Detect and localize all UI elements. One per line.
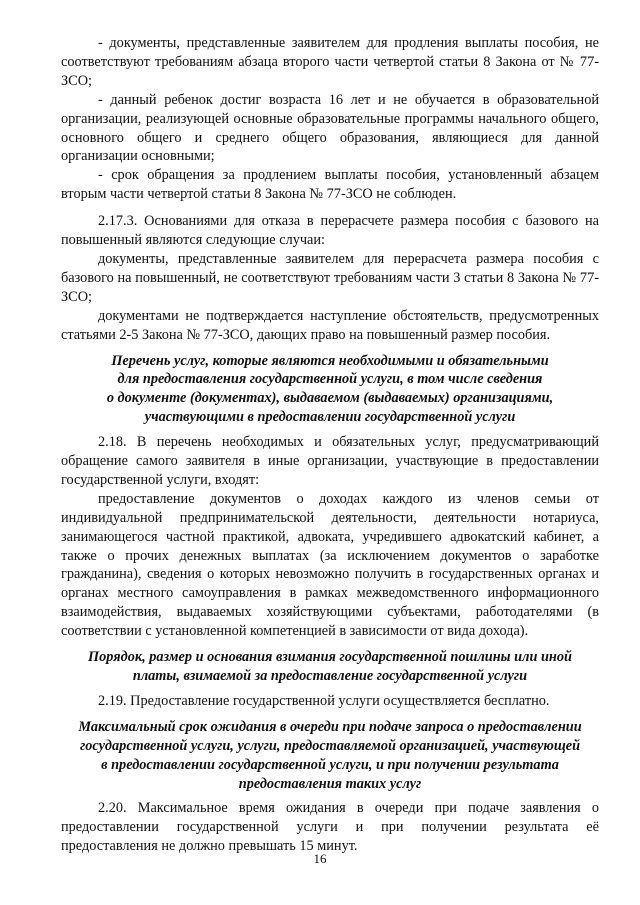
paragraph: документами не подтверждается наступление обстоятельств, предусмотренных статьями 2-5 Закона № 77-ЗСО, дающих право на повышенный размер пособия. bbox=[61, 307, 599, 343]
heading-line: Порядок, размер и основания взимания государственной пошлины или иной bbox=[88, 649, 572, 666]
heading-line: в предоставлении государственной услуги, и при получении результата bbox=[101, 756, 559, 773]
heading-line: участвующими в предоставлении государственной услуги bbox=[144, 409, 516, 426]
paragraph: предоставление документов о доходах каждого из членов семьи от индивидуальной предпринимательской деятельности, деятельности нотариуса, занимающегося частной практикой, адвоката, учредившего адвокатский кабинет, а также о прочих денежных выплатах (за исключением документов о заработке гражданина), сведения о которых невозможно получить в государственных органах и органах местного самоуправления в рамках межведомственного информационного взаимодействия, выдаваемых хозяйствующими субъектами, работодателями (в соответствии с установленной компетенцией в зависимости от вида дохода). bbox=[61, 490, 599, 640]
heading-line: платы, взимаемой за предоставление государственной услуги bbox=[132, 668, 528, 684]
section-heading-queue bbox=[61, 718, 599, 794]
paragraph: документы, представленные заявителем для перерасчета размера пособия с базового на повышенный, не соответствуют требованиям части 3 статьи 8 Закона № 77-ЗСО; bbox=[61, 250, 599, 305]
heading-line: предоставления таких услуг bbox=[238, 775, 422, 792]
heading-line: для предоставления государственной услуги, в том числе сведения bbox=[117, 371, 543, 388]
heading-line: Перечень услуг, которые являются необходимыми и обязательными bbox=[111, 352, 549, 369]
paragraph-2-18: 2.18. В перечень необходимых и обязательных услуг, предусматривающий обращение самого заявителя в иные организации, участвующие в предоставлении государственной услуги, входят: bbox=[61, 434, 599, 488]
section-heading-services bbox=[61, 352, 599, 428]
document-page bbox=[61, 34, 599, 856]
paragraph-2-19: 2.19. Предоставление государственной услуги осуществляется бесплатно. bbox=[98, 692, 550, 709]
section-heading-fee bbox=[61, 648, 599, 686]
paragraph: - документы, представленные заявителем для продления выплаты пособия, не соответствуют требованиям абзаца второго части четвертой статьи 8 Закона от № 77-ЗСО; bbox=[61, 35, 599, 89]
paragraph-2-17-3: 2.17.3. Основаниями для отказа в перерасчете размера пособия с базового на повышенный являются следующие случаи: bbox=[61, 213, 599, 249]
heading-line: о документе (документах), выдаваемом (выдаваемых) организациями, bbox=[106, 390, 554, 407]
page-number: 16 bbox=[313, 851, 327, 866]
paragraph-2-20: 2.20. Максимальное время ожидания в очереди при подаче заявления о предоставлении государственной услуги и при получении результата её предоставления не должно превышать 15 минут. bbox=[61, 800, 599, 855]
paragraph: - данный ребенок достиг возраста 16 лет и не обучается в образовательной организации, реализующей основные образовательные программы начального общего, основного общего и среднего общего образования, являющиеся для данной организации основными; bbox=[61, 91, 599, 165]
paragraph: - срок обращения за продлением выплаты пособия, установленный абзацем вторым части четвертой статьи 8 Закона № 77-ЗСО не соблюден. bbox=[61, 167, 599, 203]
heading-line: Максимальный срок ожидания в очереди при подаче запроса о предоставлении bbox=[78, 718, 582, 735]
heading-line: государственной услуги, услуги, предоставляемой организацией, участвующей bbox=[79, 737, 581, 754]
